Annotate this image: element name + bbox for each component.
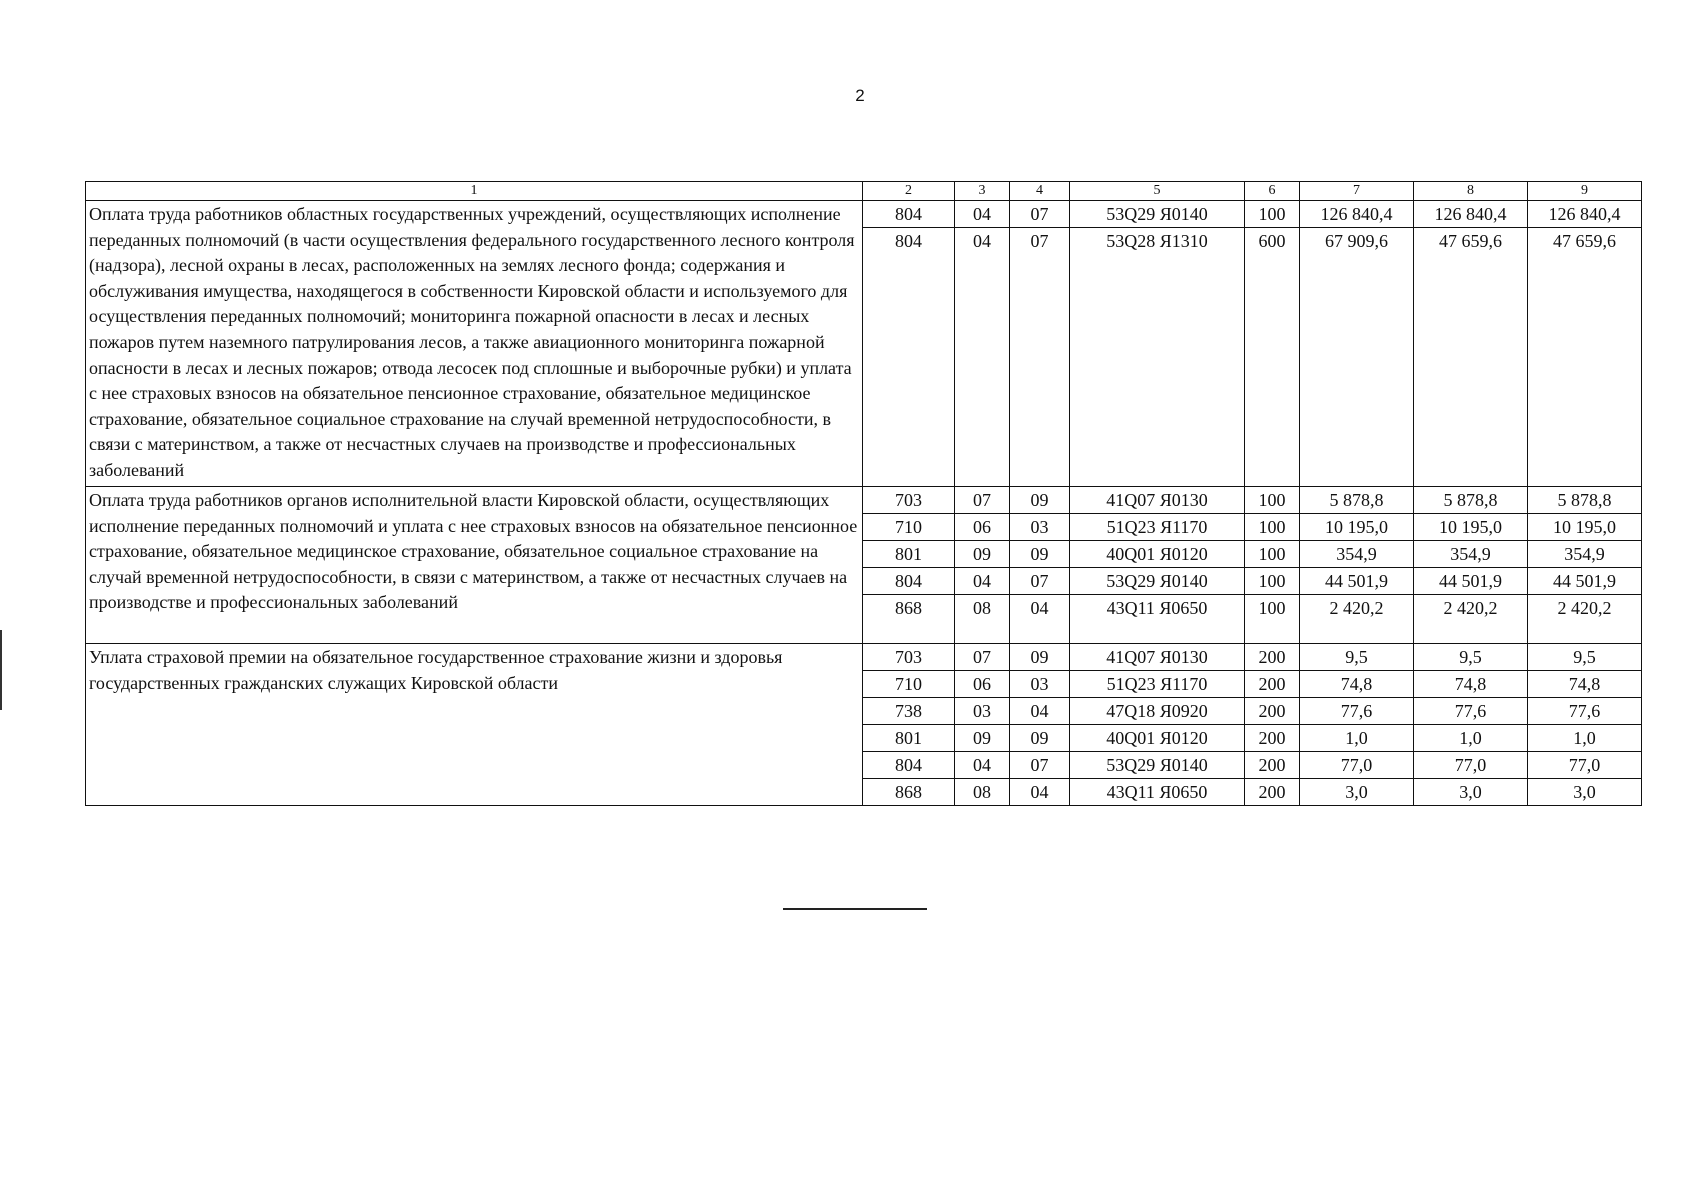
target-article: 53Q28 Я1310: [1070, 228, 1245, 487]
subsection-code: 07: [1010, 228, 1070, 487]
amount-col9: 5 878,8: [1528, 487, 1642, 514]
admin-code: 804: [863, 228, 955, 487]
row-description: Оплата труда работников областных государственных учреждений, осуществляющих исполнение переданных полномочий (в части осуществления федерального государственного лесного контроля (надзора), лесной охраны в лесах, расположенных на землях лесного фонда; содержания и обслуживания имущества, находящегося в собственности Кировской области и используемого для осуществления переданных полномочий; мониторинга пожарной опасности в лесах и лесных пожаров путем наземного патрулирования лесов, а также авиационного мониторинга пожарной опасности в лесах и лесных пожаров; отвода лесосек под сплошные и выборочные рубки) и уплата с нее страховых взносов на обязательное пенсионное страхование, обязательное медицинское страхование, обязательное социальное страхование на случай временной нетрудоспособности, в связи с материнством, а также от несчастных случаев на производстве и профессиональных заболеваний: [86, 201, 863, 487]
amount-col9: 10 195,0: [1528, 514, 1642, 541]
expense-type: 200: [1245, 779, 1300, 806]
expense-type: 100: [1245, 541, 1300, 568]
expense-type: 100: [1245, 514, 1300, 541]
amount-col7: 74,8: [1300, 671, 1414, 698]
header-cell: 7: [1300, 182, 1414, 201]
header-row: [86, 182, 1642, 201]
amount-col8: 9,5: [1414, 644, 1528, 671]
target-article: 41Q07 Я0130: [1070, 487, 1245, 514]
row-description: Уплата страховой премии на обязательное государственное страхование жизни и здоровья государственных гражданских служащих Кировской области: [86, 644, 863, 806]
amount-col7: 354,9: [1300, 541, 1414, 568]
subsection-code: 03: [1010, 514, 1070, 541]
target-article: 51Q23 Я1170: [1070, 514, 1245, 541]
amount-col8: 10 195,0: [1414, 514, 1528, 541]
admin-code: 804: [863, 752, 955, 779]
section-code: 03: [955, 698, 1010, 725]
amount-col9: 47 659,6: [1528, 228, 1642, 487]
subsection-code: 04: [1010, 779, 1070, 806]
section-code: 04: [955, 228, 1010, 487]
amount-col7: 5 878,8: [1300, 487, 1414, 514]
amount-col7: 77,6: [1300, 698, 1414, 725]
admin-code: 804: [863, 201, 955, 228]
amount-col7: 67 909,6: [1300, 228, 1414, 487]
amount-col9: 77,0: [1528, 752, 1642, 779]
header-cell: 1: [86, 182, 863, 201]
amount-col7: 44 501,9: [1300, 568, 1414, 595]
target-article: 53Q29 Я0140: [1070, 568, 1245, 595]
row-description: Оплата труда работников органов исполнительной власти Кировской области, осуществляющих исполнение переданных полномочий и уплата с нее страховых взносов на обязательное пенсионное страхование, обязательное медицинское страхование, обязательное социальное страхование на случай временной нетрудоспособности, в связи с материнством, а также от несчастных случаев на производстве и профессиональных заболеваний: [86, 487, 863, 644]
target-article: 40Q01 Я0120: [1070, 541, 1245, 568]
admin-code: 738: [863, 698, 955, 725]
header-cell: 5: [1070, 182, 1245, 201]
section-code: 08: [955, 595, 1010, 644]
header-cell: 6: [1245, 182, 1300, 201]
expense-type: 200: [1245, 671, 1300, 698]
admin-code: 868: [863, 779, 955, 806]
amount-col8: 1,0: [1414, 725, 1528, 752]
subsection-code: 09: [1010, 644, 1070, 671]
section-code: 06: [955, 514, 1010, 541]
expense-type: 200: [1245, 725, 1300, 752]
expense-type: 100: [1245, 487, 1300, 514]
expense-type: 200: [1245, 698, 1300, 725]
section-code: 09: [955, 541, 1010, 568]
table-row: [86, 201, 1642, 228]
table-row: [86, 487, 1642, 514]
amount-col8: 126 840,4: [1414, 201, 1528, 228]
admin-code: 703: [863, 644, 955, 671]
subsection-code: 07: [1010, 568, 1070, 595]
target-article: 47Q18 Я0920: [1070, 698, 1245, 725]
subsection-code: 04: [1010, 698, 1070, 725]
expense-type: 100: [1245, 568, 1300, 595]
subsection-code: 09: [1010, 725, 1070, 752]
amount-col7: 126 840,4: [1300, 201, 1414, 228]
section-code: 04: [955, 752, 1010, 779]
target-article: 51Q23 Я1170: [1070, 671, 1245, 698]
section-code: 07: [955, 644, 1010, 671]
target-article: 53Q29 Я0140: [1070, 752, 1245, 779]
target-article: 53Q29 Я0140: [1070, 201, 1245, 228]
subsection-code: 07: [1010, 752, 1070, 779]
amount-col9: 354,9: [1528, 541, 1642, 568]
scan-margin-mark: [0, 630, 2, 710]
amount-col9: 126 840,4: [1528, 201, 1642, 228]
expense-type: 100: [1245, 201, 1300, 228]
admin-code: 868: [863, 595, 955, 644]
amount-col9: 77,6: [1528, 698, 1642, 725]
subsection-code: 07: [1010, 201, 1070, 228]
section-code: 04: [955, 201, 1010, 228]
subsection-code: 09: [1010, 541, 1070, 568]
amount-col9: 1,0: [1528, 725, 1642, 752]
target-article: 43Q11 Я0650: [1070, 779, 1245, 806]
target-article: 40Q01 Я0120: [1070, 725, 1245, 752]
header-cell: 9: [1528, 182, 1642, 201]
section-code: 04: [955, 568, 1010, 595]
expense-type: 200: [1245, 644, 1300, 671]
admin-code: 703: [863, 487, 955, 514]
admin-code: 801: [863, 541, 955, 568]
amount-col8: 2 420,2: [1414, 595, 1528, 644]
amount-col7: 3,0: [1300, 779, 1414, 806]
expense-type: 100: [1245, 595, 1300, 644]
page-number: 2: [855, 86, 865, 105]
subsection-code: 09: [1010, 487, 1070, 514]
section-code: 09: [955, 725, 1010, 752]
admin-code: 804: [863, 568, 955, 595]
header-cell: 4: [1010, 182, 1070, 201]
end-rule: [783, 908, 927, 910]
header-cell: 3: [955, 182, 1010, 201]
section-code: 07: [955, 487, 1010, 514]
subsection-code: 03: [1010, 671, 1070, 698]
header-cell: 8: [1414, 182, 1528, 201]
amount-col8: 77,6: [1414, 698, 1528, 725]
amount-col9: 2 420,2: [1528, 595, 1642, 644]
amount-col8: 44 501,9: [1414, 568, 1528, 595]
target-article: 43Q11 Я0650: [1070, 595, 1245, 644]
amount-col8: 3,0: [1414, 779, 1528, 806]
admin-code: 801: [863, 725, 955, 752]
amount-col7: 77,0: [1300, 752, 1414, 779]
amount-col8: 74,8: [1414, 671, 1528, 698]
amount-col7: 1,0: [1300, 725, 1414, 752]
amount-col9: 74,8: [1528, 671, 1642, 698]
amount-col7: 2 420,2: [1300, 595, 1414, 644]
section-code: 08: [955, 779, 1010, 806]
admin-code: 710: [863, 514, 955, 541]
amount-col9: 3,0: [1528, 779, 1642, 806]
subsection-code: 04: [1010, 595, 1070, 644]
amount-col8: 47 659,6: [1414, 228, 1528, 487]
amount-col8: 5 878,8: [1414, 487, 1528, 514]
amount-col9: 9,5: [1528, 644, 1642, 671]
admin-code: 710: [863, 671, 955, 698]
target-article: 41Q07 Я0130: [1070, 644, 1245, 671]
expense-type: 600: [1245, 228, 1300, 487]
amount-col8: 354,9: [1414, 541, 1528, 568]
amount-col7: 9,5: [1300, 644, 1414, 671]
header-cell: 2: [863, 182, 955, 201]
budget-table: [85, 181, 1642, 806]
amount-col7: 10 195,0: [1300, 514, 1414, 541]
amount-col8: 77,0: [1414, 752, 1528, 779]
section-code: 06: [955, 671, 1010, 698]
expense-type: 200: [1245, 752, 1300, 779]
amount-col9: 44 501,9: [1528, 568, 1642, 595]
table-row: [86, 644, 1642, 671]
